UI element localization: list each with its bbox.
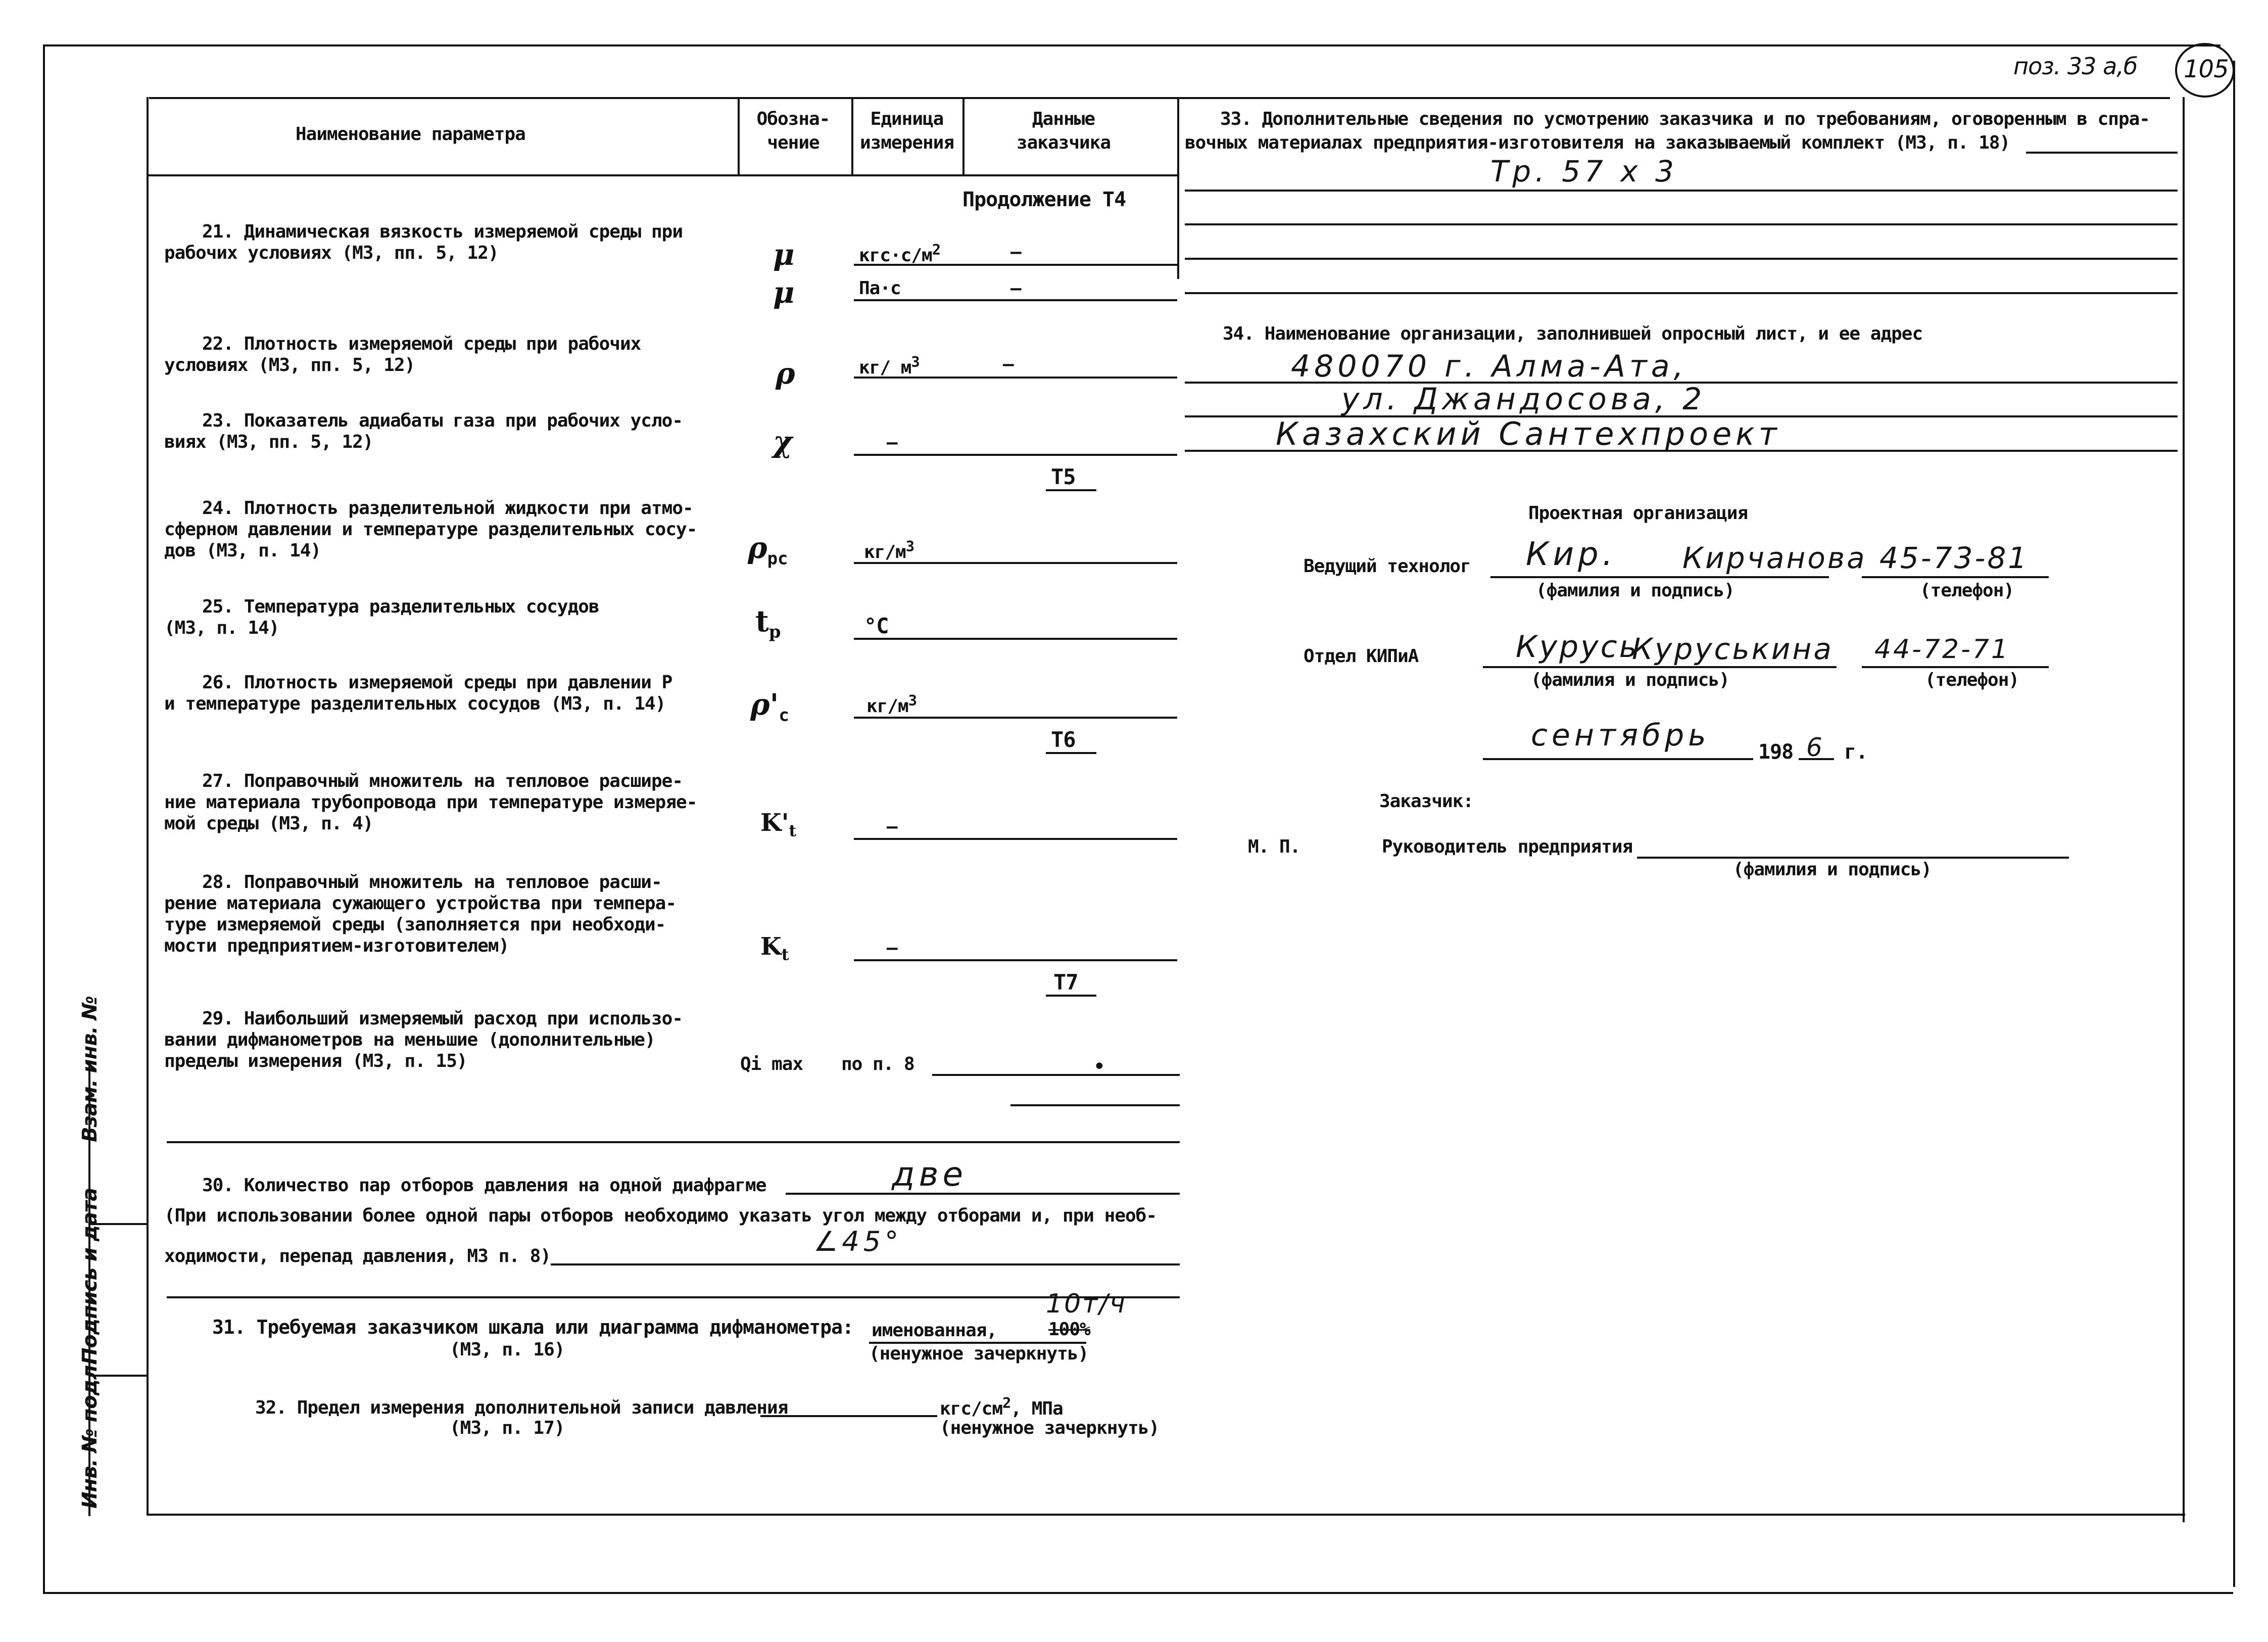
p23-line1: 23. Показатель адиабаты газа при рабочих усло- <box>202 410 683 431</box>
lead-phone-underline <box>1862 576 2049 578</box>
p34-label: 34. Наименование организации, заполнившей опросный лист, и ее адрес <box>1223 323 1923 344</box>
p25-unit: °С <box>864 614 889 638</box>
p21-symbol-2: μ <box>773 275 795 310</box>
header-col-2 <box>851 97 853 175</box>
p21-unit-1: $кгс\cdot с/м^2$ <box>859 241 941 266</box>
p23-symbol: χ <box>773 425 793 459</box>
header-data-2: заказчика <box>1016 132 1111 153</box>
p21-underline-1 <box>854 264 1177 266</box>
p22-underline <box>854 377 1177 379</box>
t7-label: Т7 <box>1053 970 1078 995</box>
date-month: сентябрь <box>1531 718 1710 753</box>
frame-right-inner <box>2183 97 2185 1522</box>
p21-line2: рабочих условиях (МЗ, пп. 5, 12) <box>164 243 499 263</box>
head-fio-caption: (фамилия и подпись) <box>1733 859 1932 880</box>
lead-name: Кирчанова <box>1682 541 1867 575</box>
p22-line1: 22. Плотность измеряемой среды при рабочих <box>202 334 641 354</box>
stamp-cell-2: Подпись и дата <box>78 1188 102 1365</box>
p23-line2: виях (МЗ, пп. 5, 12) <box>164 432 373 452</box>
head-sign-underline <box>1637 857 2069 859</box>
p29-underline-3 <box>167 1141 1180 1143</box>
p30-section-line <box>167 1296 1180 1298</box>
p27-line1: 27. Поправочный множитель на тепловое расшире- <box>202 771 683 791</box>
design-org-label: Проектная организация <box>1528 503 1748 524</box>
p24-symbol: $\rho_{рс}$ <box>748 531 788 569</box>
p31-option-1: именованная, <box>872 1320 997 1341</box>
p28-value: – <box>887 937 897 958</box>
header-designation-2: чение <box>767 132 819 153</box>
stamp-cell-1: Инв. № подл. <box>78 1358 102 1509</box>
p33-underline-4 <box>1185 292 2178 294</box>
lead-technologist-label: Ведущий технолог <box>1304 556 1471 577</box>
column-divider <box>1177 97 1179 279</box>
p25-underline <box>854 638 1177 640</box>
date-year-underline <box>1799 758 1834 760</box>
header-bottom <box>147 174 1177 176</box>
p27-symbol: $K'_t$ <box>760 809 797 840</box>
p24-underline <box>854 562 1177 564</box>
p27-line2: ние материала трубопровода при температуре измеряе- <box>164 792 697 813</box>
t5-label: Т5 <box>1051 464 1076 489</box>
p28-underline <box>854 959 1177 961</box>
lead-signature: Кир. <box>1526 536 1617 573</box>
p33-line2: вочных материалах предприятия-изготовителя на заказываемый комплект (МЗ, п. 18) <box>1185 132 2010 153</box>
p28-line3: туре измеряемой среды (заполняется при необходи- <box>164 914 666 935</box>
position-label: поз. 33 а,б <box>2013 53 2138 80</box>
lead-phone-caption: (телефон) <box>1920 580 2014 601</box>
lead-phone: 45-73-81 <box>1879 541 2029 575</box>
customer-label: Заказчик: <box>1379 791 1474 812</box>
p26-unit: $кг/м^3$ <box>866 692 917 717</box>
p29-symbol: Qi max <box>740 1054 803 1074</box>
p23-value: – <box>887 432 897 453</box>
p33-line2-underline <box>2026 152 2178 154</box>
p33-underline-2 <box>1185 223 2178 225</box>
p24-unit: $кг/м^3$ <box>864 538 914 562</box>
p29-line2: вании дифманометров на меньшие (дополнительные) <box>164 1029 655 1050</box>
header-col-1 <box>738 97 740 175</box>
p29-ref: по п. 8 <box>841 1054 914 1074</box>
p23-underline <box>854 454 1177 456</box>
p30-note-2: ходимости, перепад давления, МЗ п. 8) <box>164 1246 551 1266</box>
sheet-number: 105 <box>2184 55 2229 83</box>
stamp-cell-3: Взам. инв. № <box>78 996 102 1142</box>
date-year-suffix: г. <box>1844 740 1868 764</box>
p29-dot: • <box>1094 1056 1104 1077</box>
p31-note: (ненужное зачеркнуть) <box>869 1343 1089 1364</box>
p32-ref: (МЗ, п. 17) <box>450 1418 565 1438</box>
dept-label: Отдел КИПиА <box>1304 646 1419 667</box>
p24-line1: 24. Плотность разделительной жидкости при атмо- <box>202 498 693 519</box>
stamp-place-label: М. П. <box>1248 836 1300 857</box>
p32-unit: кгс/$см^2$, МПа <box>940 1394 1063 1419</box>
dept-name: Куруськина <box>1632 632 1833 666</box>
p30-note-1: (При использовании более одной пары отборов необходимо указать угол между отборами и, при необ- <box>164 1205 1157 1226</box>
p29-underline-2 <box>1010 1104 1180 1106</box>
date-year-digit: 6 <box>1806 733 1826 762</box>
p21-symbol-1: μ <box>773 238 795 272</box>
p34-address-3: Казахский Сантехпроект <box>1276 415 1781 452</box>
p28-line1: 28. Поправочный множитель на тепловое расши- <box>202 872 662 893</box>
p22-symbol: ρ <box>776 356 795 391</box>
header-unit-2: измерения <box>859 132 954 153</box>
frame-left <box>43 44 45 1593</box>
header-designation-1: Обозна- <box>756 109 830 129</box>
p28-symbol: $K_t$ <box>760 932 789 964</box>
p21-unit-2: Па·с <box>859 278 901 299</box>
p33-underline-3 <box>1185 258 2178 260</box>
p30-angle: ∠45° <box>813 1226 903 1257</box>
frame-bottom <box>43 1592 2233 1594</box>
p33-handwritten: Тр. 57 х 3 <box>1490 154 1678 189</box>
header-param-name: Наименование параметра <box>296 124 525 145</box>
p31-label: 31. Требуемая заказчиком шкала или диаграмма дифманометра: <box>212 1316 853 1338</box>
p31-handwritten: 10т/ч <box>1046 1289 1127 1319</box>
head-label: Руководитель предприятия <box>1382 836 1633 857</box>
p26-line2: и температуре разделительных сосудов (МЗ, п. 14) <box>164 693 666 714</box>
p25-line1: 25. Температура разделительных сосудов <box>202 596 599 617</box>
p27-value: – <box>887 816 897 837</box>
p25-line2: (МЗ, п. 14) <box>164 618 279 638</box>
frame-top <box>43 44 2221 46</box>
date-year-prefix: 198 <box>1758 740 1794 764</box>
p22-value: – <box>1003 354 1014 374</box>
p34-address-2: ул. Джандосова, 2 <box>1341 382 1706 417</box>
p32-underline <box>760 1415 937 1417</box>
p29-line3: пределы измерения (МЗ, п. 15) <box>164 1051 467 1071</box>
p34-address-1: 480070 г. Алма-Ата, <box>1291 349 1687 384</box>
p32-note: (ненужное зачеркнуть) <box>940 1418 1160 1438</box>
dept-signature: Курусь <box>1516 629 1639 665</box>
t7-underline <box>1046 995 1096 997</box>
p30-underline <box>786 1193 1180 1195</box>
p33-line1: 33. Дополнительные сведения по усмотрению заказчика и по требованиям, оговоренным в спра- <box>1220 109 2150 129</box>
frame-top-inner <box>149 97 2170 99</box>
p21-value-1: – <box>1010 242 1021 262</box>
frame-bottom-inner <box>147 1514 2185 1516</box>
p27-line3: мой среды (МЗ, п. 4) <box>164 813 373 834</box>
t5-underline <box>1046 489 1096 491</box>
t6-underline <box>1046 752 1096 754</box>
p24-line3: дов (МЗ, п. 14) <box>164 540 321 561</box>
dept-fio-caption: (фамилия и подпись) <box>1531 670 1729 690</box>
p26-underline <box>854 717 1177 719</box>
p22-line2: условиях (МЗ, пп. 5, 12) <box>164 355 415 376</box>
p32-label: 32. Предел измерения дополнительной записи давления <box>255 1397 788 1418</box>
p30-note-underline <box>551 1263 1180 1265</box>
p28-line4: мости предприятием-изготовителем) <box>164 935 509 956</box>
p30-handwritten: две <box>892 1155 968 1194</box>
t6-label: Т6 <box>1051 727 1076 752</box>
header-unit-1: Единица <box>870 109 944 129</box>
date-month-underline <box>1483 758 1753 760</box>
p21-value-2: – <box>1010 278 1021 299</box>
p29-underline-1 <box>932 1074 1180 1076</box>
p22-unit: кг/ $м^3$ <box>859 353 920 378</box>
p28-line2: рение материала сужающего устройства при темпера- <box>164 893 677 914</box>
p33-underline-1 <box>1185 190 2178 192</box>
dept-phone-underline <box>1862 666 2049 668</box>
dept-phone: 44-72-71 <box>1874 634 2010 665</box>
dept-sign-underline <box>1483 666 1837 668</box>
frame-inner-left <box>147 97 149 1515</box>
p29-line1: 29. Наибольший измеряемый расход при использо- <box>202 1008 683 1029</box>
p31-ref: (МЗ, п. 16) <box>450 1339 565 1360</box>
p21-line1: 21. Динамическая вязкость измеряемой среды при <box>202 221 683 242</box>
p31-option-2: 100% <box>1048 1319 1090 1340</box>
lead-fio-caption: (фамилия и подпись) <box>1536 580 1734 601</box>
continuation-label: Продолжение Т4 <box>962 188 1126 211</box>
p21-underline-2 <box>854 299 1177 301</box>
p30-label: 30. Количество пар отборов давления на одной диафрагме <box>202 1175 766 1196</box>
p24-line2: сферном давлении и температуре разделительных сосу- <box>164 519 697 540</box>
p25-symbol: $t_р$ <box>755 604 781 642</box>
frame-right <box>2233 61 2235 1587</box>
header-col-3 <box>962 97 964 175</box>
p27-underline <box>854 838 1177 840</box>
lead-sign-underline <box>1490 576 1829 578</box>
p34-underline-3 <box>1185 450 2178 452</box>
p26-line1: 26. Плотность измеряемой среды при давлении Р <box>202 672 672 693</box>
dept-phone-caption: (телефон) <box>1925 670 2019 690</box>
header-data-1: Данные <box>1032 109 1095 129</box>
p26-symbol: $\rho'_с$ <box>750 687 789 726</box>
